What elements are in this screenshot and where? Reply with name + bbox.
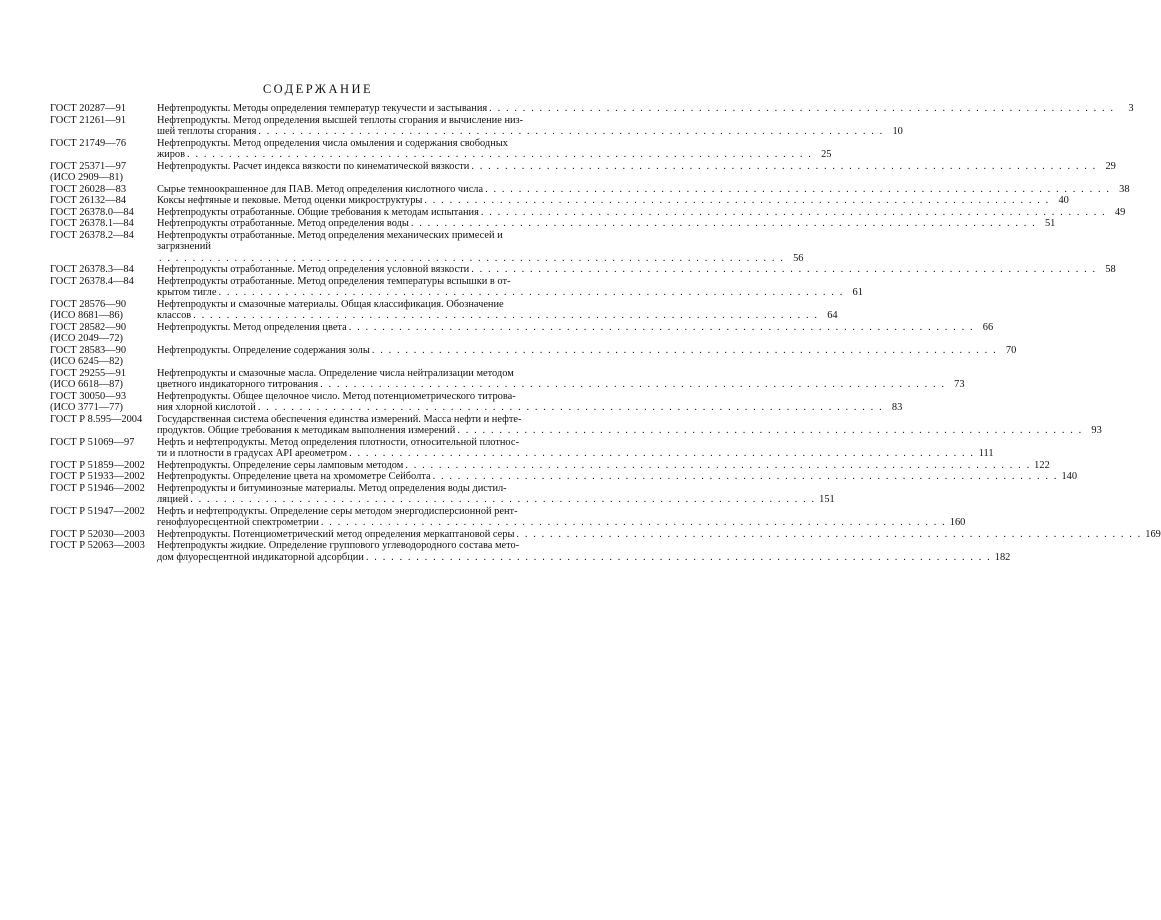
- dot-leader: . . . . . . . . . . . . . . . . . . . . . . . . . . . . . . . . . . . . . . . . . . . . . . . . . . . . . . . . . . . . . . . . . . . . . . . . . . .: [193, 310, 819, 321]
- standard-code-line: (ИСО 6618—87): [50, 379, 124, 390]
- standard-code: [50, 264, 157, 276]
- standard-code: [50, 138, 157, 161]
- page-number: 61: [852, 287, 863, 298]
- entry-title-last-line: [157, 494, 835, 506]
- toc-entry: [50, 206, 1126, 219]
- standard-code-line: ГОСТ 28582—90: [50, 321, 127, 333]
- dot-leader: . . . . . . . . . . . . . . . . . . . . . . . . . . . . . . . . . . . . . . . . . . . . . . . . . . . . . . . . . . . . . . . . . . . . . . . . . . .: [348, 321, 975, 333]
- entry-title-text: Нефтепродукты отработанные. Метод определения воды: [157, 218, 409, 229]
- page-number: 111: [978, 448, 994, 459]
- dot-leader: . . . . . . . . . . . . . . . . . . . . . . . . . . . . . . . . . . . . . . . . . . . . . . . . . . . . . . . . . . . . . . . . . . . . . . . . . . .: [471, 160, 1097, 172]
- standard-code-line: ГОСТ 26378.1—84: [50, 218, 134, 229]
- entry-title: [157, 207, 1125, 219]
- toc-entry: [50, 471, 1078, 483]
- entry-title-text: классов: [157, 310, 192, 321]
- dot-leader: . . . . . . . . . . . . . . . . . . . . . . . . . . . . . . . . . . . . . . . . . . . . . . . . . . . . . . . . . . . . . . . . . . . . . . . . . . .: [485, 183, 1111, 195]
- dot-leader: . . . . . . . . . . . . . . . . . . . . . . . . . . . . . . . . . . . . . . . . . . . . . . . . . . . . . . . . . . . . . . . . . . . . . . . . . . .: [405, 459, 1031, 471]
- dot-leader: . . . . . . . . . . . . . . . . . . . . . . . . . . . . . . . . . . . . . . . . . . . . . . . . . . . . . . . . . . . . . . . . . . . . . . . . . . .: [320, 379, 946, 390]
- standard-code: [50, 414, 157, 437]
- toc-entry: [50, 390, 903, 414]
- standard-code-line: ГОСТ 21261—91: [50, 114, 127, 126]
- entry-title: [157, 471, 1077, 483]
- entry-title: [157, 138, 832, 161]
- entry-title-last-line: [157, 552, 1010, 564]
- entry-title: [157, 264, 1116, 276]
- toc-entry: [50, 264, 1116, 276]
- page-number: 58: [1105, 264, 1116, 275]
- entry-title: [157, 195, 1069, 207]
- standard-code: [50, 195, 157, 207]
- page-number: 169: [1145, 528, 1161, 540]
- dot-leader: . . . . . . . . . . . . . . . . . . . . . . . . . . . . . . . . . . . . . . . . . . . . . . . . . . . . . . . . . . . . . . . . . . . . . . . . . . .: [159, 252, 785, 264]
- standard-code-line: ГОСТ Р 52063—2003: [50, 540, 145, 551]
- dot-leader: . . . . . . . . . . . . . . . . . . . . . . . . . . . . . . . . . . . . . . . . . . . . . . . . . . . . . . . . . . . . . . . . . . . . . . . . . . .: [349, 448, 975, 459]
- toc-entry: [50, 218, 1056, 230]
- standard-code: [50, 368, 157, 391]
- entry-title-last-line: [157, 218, 1055, 230]
- entry-title-last-line: [157, 529, 1161, 541]
- standard-code-line: ГОСТ Р 8.595—2004: [50, 413, 143, 425]
- entry-title: [157, 529, 1161, 541]
- standard-code-line: (ИСО 2049—72): [50, 333, 124, 344]
- toc-entry: [50, 195, 1069, 207]
- entry-title-line: Нефть и нефтепродукты. Определение серы методом энергодисперсионной рент-: [157, 505, 518, 517]
- standard-code-line: ГОСТ Р 51946—2002: [50, 482, 145, 494]
- entry-title-last-line: [157, 287, 863, 299]
- standard-code-line: ГОСТ 26028—83: [50, 183, 127, 195]
- entry-title-text: Нефтепродукты отработанные. Общие требования к методам испытания: [157, 206, 479, 218]
- entry-title-text: ти и плотности в градусах API ареометром: [157, 448, 348, 459]
- standard-code-line: ГОСТ 26378.0—84: [50, 206, 134, 218]
- toc-entry: [50, 528, 1161, 541]
- entry-title-text: Нефтепродукты. Определение серы ламповым методом: [157, 459, 404, 471]
- standard-code: [50, 299, 157, 322]
- entry-title-last-line: [157, 195, 1069, 207]
- page-number: 160: [949, 517, 966, 528]
- standard-code: [50, 207, 157, 219]
- standard-code-line: ГОСТ Р 51933—2002: [50, 471, 145, 482]
- standard-code-line: ГОСТ 28576—90: [50, 298, 127, 310]
- entry-title-last-line: [157, 460, 1050, 472]
- page-number: 38: [1119, 183, 1130, 195]
- entry-title: [157, 276, 863, 299]
- entry-title-line: Нефтепродукты отработанные. Метод определения механических примесей и: [157, 229, 503, 241]
- entry-title-text: Нефтепродукты. Метод определения цвета: [157, 321, 347, 333]
- entry-title: [157, 345, 1016, 368]
- entry-title-line: Государственная система обеспечения единства измерений. Масса нефти и нефте-: [157, 413, 522, 425]
- entry-title: [157, 322, 993, 345]
- standard-code-line: ГОСТ 20287—91: [50, 103, 127, 114]
- page-number: 64: [827, 310, 838, 321]
- entry-title-line: Нефтепродукты. Метод определения числа омыления и содержания свободных: [157, 137, 508, 149]
- dot-leader: . . . . . . . . . . . . . . . . . . . . . . . . . . . . . . . . . . . . . . . . . . . . . . . . . . . . . . . . . . . . . . . . . . . . . . . . . . .: [258, 126, 884, 137]
- toc-entry: [50, 459, 1050, 472]
- dot-leader: . . . . . . . . . . . . . . . . . . . . . . . . . . . . . . . . . . . . . . . . . . . . . . . . . . . . . . . . . . . . . . . . . . . . . . . . . . .: [371, 344, 998, 356]
- standard-code-line: ГОСТ 26132—84: [50, 195, 127, 206]
- entry-title-last-line: [157, 184, 1130, 196]
- entry-title: [157, 460, 1050, 472]
- entry-title-line: Нефтепродукты жидкие. Определение группового углеводородного состава мето-: [157, 540, 520, 551]
- entry-title-text: ляцией: [157, 494, 189, 505]
- entry-title-last-line: [157, 264, 1116, 276]
- toc-entry: [50, 482, 835, 506]
- entry-title-line: Нефтепродукты. Общее щелочное число. Метод потенциометрического титрова-: [157, 390, 516, 402]
- standard-code-line: ГОСТ Р 51859—2002: [50, 459, 145, 471]
- dot-leader: . . . . . . . . . . . . . . . . . . . . . . . . . . . . . . . . . . . . . . . . . . . . . . . . . . . . . . . . . . . . . . . . . . . . . . . . . . .: [365, 551, 992, 563]
- standard-code-line: ГОСТ 29255—91: [50, 367, 127, 379]
- entry-title-line: Нефть и нефтепродукты. Метод определения плотности, относительной плотнос-: [157, 436, 519, 448]
- entry-title: [157, 506, 965, 529]
- entry-title-line: Нефтепродукты и битуминозные материалы. Метод определения воды дистил-: [157, 482, 507, 494]
- table-of-contents: [50, 103, 1161, 563]
- entry-title: [157, 437, 994, 460]
- standard-code-line: (ИСО 2909—81): [50, 172, 124, 183]
- standard-code-line: (ИСО 6245—82): [50, 356, 124, 367]
- entry-title: [157, 368, 965, 391]
- entry-title: [157, 230, 803, 265]
- entry-title-text: Нефтепродукты. Методы определения температур текучести и застывания: [157, 103, 488, 114]
- standard-code: [50, 345, 157, 368]
- entry-title: [157, 391, 902, 414]
- entry-title-text: Нефтепродукты. Определение цвета на хромометре Сейболта: [157, 471, 431, 482]
- dot-leader: . . . . . . . . . . . . . . . . . . . . . . . . . . . . . . . . . . . . . . . . . . . . . . . . . . . . . . . . . . . . . . . . . . . . . . . . . . .: [516, 528, 1142, 540]
- dot-leader: . . . . . . . . . . . . . . . . . . . . . . . . . . . . . . . . . . . . . . . . . . . . . . . . . . . . . . . . . . . . . . . . . . . . . . . . . . .: [432, 471, 1059, 482]
- page-number: 140: [1061, 471, 1078, 482]
- entry-title-last-line: [157, 207, 1125, 219]
- entry-title-line: Нефтепродукты отработанные. Метод определения температуры вспышки в от-: [157, 275, 511, 287]
- dot-leader: . . . . . . . . . . . . . . . . . . . . . . . . . . . . . . . . . . . . . . . . . . . . . . . . . . . . . . . . . . . . . . . . . . . . . . . . . . .: [480, 206, 1107, 218]
- dot-leader: . . . . . . . . . . . . . . . . . . . . . . . . . . . . . . . . . . . . . . . . . . . . . . . . . . . . . . . . . . . . . . . . . . . . . . . . . . .: [257, 402, 884, 413]
- entry-title-last-line: [157, 448, 994, 460]
- toc-entry: [50, 321, 994, 345]
- standard-code-line: ГОСТ 26378.2—84: [50, 229, 134, 241]
- entry-title-last-line: [157, 322, 993, 334]
- standard-code-line: ГОСТ 21749—76: [50, 137, 127, 149]
- entry-title-text: Коксы нефтяные и пековые. Метод оценки микроструктуры: [157, 195, 423, 206]
- standard-code: [50, 230, 157, 265]
- standard-code-line: ГОСТ Р 51069—97: [50, 436, 135, 448]
- toc-entry: [50, 298, 838, 322]
- page-number: 29: [1105, 160, 1116, 172]
- entry-title-last-line: [157, 425, 1102, 437]
- standard-code-line: ГОСТ Р 52030—2003: [50, 528, 145, 540]
- entry-title: [157, 540, 1010, 563]
- page-number: 122: [1034, 459, 1050, 471]
- toc-entry: [50, 413, 1102, 437]
- page-number: 182: [994, 551, 1011, 563]
- standard-code: [50, 276, 157, 299]
- page-number: 73: [954, 379, 965, 390]
- dot-leader: . . . . . . . . . . . . . . . . . . . . . . . . . . . . . . . . . . . . . . . . . . . . . . . . . . . . . . . . . . . . . . . . . . . . . . . . . . .: [320, 517, 947, 528]
- standard-code-line: ГОСТ 28583—90: [50, 344, 127, 356]
- entry-title-line: Нефтепродукты. Метод определения высшей теплоты сгорания и вычисление низ-: [157, 114, 524, 126]
- page-number: 93: [1091, 425, 1102, 436]
- entry-title-text: Нефтепродукты. Определение содержания золы: [157, 344, 370, 356]
- toc-entry: [50, 275, 863, 299]
- standard-code: [50, 322, 157, 345]
- standard-code: [50, 540, 157, 563]
- dot-leader: . . . . . . . . . . . . . . . . . . . . . . . . . . . . . . . . . . . . . . . . . . . . . . . . . . . . . . . . . . . . . . . . . . . . . . . . . . .: [489, 103, 1115, 114]
- entry-title-text: крытом тигле: [157, 287, 217, 298]
- entry-title-last-line: [157, 310, 838, 322]
- standard-code-line: ГОСТ 26378.3—84: [50, 264, 134, 275]
- entry-title-text: Нефтепродукты отработанные. Метод определения условной вязкости: [157, 264, 470, 275]
- page-number: 56: [793, 252, 804, 264]
- page-number: 25: [821, 149, 832, 160]
- standard-code-line: ГОСТ 26378.4—84: [50, 275, 134, 287]
- standard-code-line: ГОСТ 25371—97: [50, 160, 127, 172]
- standard-code: [50, 529, 157, 541]
- entry-title-last-line: [157, 345, 1016, 357]
- dot-leader: . . . . . . . . . . . . . . . . . . . . . . . . . . . . . . . . . . . . . . . . . . . . . . . . . . . . . . . . . . . . . . . . . . . . . . . . . . .: [410, 218, 1037, 229]
- dot-leader: . . . . . . . . . . . . . . . . . . . . . . . . . . . . . . . . . . . . . . . . . . . . . . . . . . . . . . . . . . . . . . . . . . . . . . . . . . .: [187, 149, 813, 160]
- entry-title-last-line: [157, 126, 903, 138]
- entry-title: [157, 483, 835, 506]
- standard-code: [50, 218, 157, 230]
- standard-code-line: ГОСТ 30050—93: [50, 390, 127, 402]
- entry-title: [157, 161, 1116, 184]
- toc-entry: [50, 505, 966, 529]
- entry-title-last-line: [157, 149, 832, 161]
- entry-title-last-line: [157, 402, 902, 414]
- entry-title-text: генофлуоресцентной спектрометрии: [157, 517, 319, 528]
- entry-title-text: цветного индикаторного титрования: [157, 379, 319, 390]
- standard-code-line: ГОСТ Р 51947—2002: [50, 505, 145, 517]
- standard-code: [50, 115, 157, 138]
- standard-code: [50, 460, 157, 472]
- dot-leader: . . . . . . . . . . . . . . . . . . . . . . . . . . . . . . . . . . . . . . . . . . . . . . . . . . . . . . . . . . . . . . . . . . . . . . . . . . .: [218, 287, 844, 298]
- standard-code-line: (ИСО 3771—77): [50, 402, 124, 413]
- toc-entry: [50, 367, 965, 391]
- toc-entry: [50, 103, 1134, 115]
- entry-title-line: загрязнений: [157, 241, 211, 252]
- dot-leader: . . . . . . . . . . . . . . . . . . . . . . . . . . . . . . . . . . . . . . . . . . . . . . . . . . . . . . . . . . . . . . . . . . . . . . . . . . .: [424, 195, 1050, 206]
- entry-title: [157, 299, 838, 322]
- standard-code: [50, 391, 157, 414]
- toc-entry: [50, 137, 832, 161]
- page-number: 66: [982, 321, 994, 333]
- page-number: 49: [1114, 206, 1126, 218]
- entry-title: [157, 414, 1102, 437]
- entry-title-line: Нефтепродукты и смазочные материалы. Общая классификация. Обозначение: [157, 298, 504, 310]
- entry-title: [157, 115, 903, 138]
- dot-leader: . . . . . . . . . . . . . . . . . . . . . . . . . . . . . . . . . . . . . . . . . . . . . . . . . . . . . . . . . . . . . . . . . . . . . . . . . . .: [190, 494, 816, 505]
- standard-code: [50, 483, 157, 506]
- page-number: 3: [1128, 103, 1134, 114]
- standard-code: [50, 103, 157, 115]
- entry-title-last-line: [157, 103, 1134, 115]
- entry-title-text: жиров: [157, 149, 186, 160]
- entry-title-text: Сырье темноокрашенное для ПАВ. Метод определения кислотного числа: [157, 183, 484, 195]
- page-number: 10: [892, 126, 903, 137]
- standard-code: [50, 471, 157, 483]
- toc-entry: [50, 229, 804, 265]
- standard-code: [50, 184, 157, 196]
- toc-entry: [50, 183, 1130, 196]
- dot-leader: . . . . . . . . . . . . . . . . . . . . . . . . . . . . . . . . . . . . . . . . . . . . . . . . . . . . . . . . . . . . . . . . . . . . . . . . . . .: [471, 264, 1097, 275]
- toc-entry: [50, 540, 1011, 563]
- entry-title-last-line: [157, 471, 1077, 483]
- standard-code-line: (ИСО 8681—86): [50, 310, 124, 321]
- entry-title: [157, 184, 1130, 196]
- page-number: 40: [1058, 195, 1069, 206]
- entry-title-text: Нефтепродукты. Расчет индекса вязкости по кинематической вязкости: [157, 160, 470, 172]
- entry-title-line: Нефтепродукты и смазочные масла. Определение числа нейтрализации методом: [157, 367, 514, 379]
- entry-title-last-line: [157, 161, 1116, 173]
- page-number: 83: [891, 402, 903, 413]
- standard-code: [50, 161, 157, 184]
- entry-title-last-line: [157, 379, 965, 391]
- toc-entry: [50, 114, 903, 138]
- entry-title-text: дом флуоресцентной индикаторной адсорбции: [157, 551, 364, 563]
- entry-title-text: ния хлорной кислотой: [157, 402, 256, 413]
- entry-title: [157, 218, 1055, 230]
- standard-code: [50, 506, 157, 529]
- entry-title-text: шей теплоты сгорания: [157, 126, 257, 137]
- page-number: 151: [819, 494, 835, 505]
- standard-code: [50, 437, 157, 460]
- toc-entry: [50, 344, 1017, 368]
- entry-title-text: продуктов. Общие требования к методикам выполнения измерений: [157, 425, 456, 436]
- entry-title-last-line: [157, 253, 803, 265]
- page-title: СОДЕРЖАНИЕ: [262, 82, 374, 96]
- entry-title: [157, 103, 1134, 115]
- page-number: 70: [1005, 344, 1017, 356]
- dot-leader: . . . . . . . . . . . . . . . . . . . . . . . . . . . . . . . . . . . . . . . . . . . . . . . . . . . . . . . . . . . . . . . . . . . . . . . . . . .: [457, 425, 1083, 436]
- entry-title-text: Нефтепродукты. Потенциометрический метод определения меркаптановой серы: [157, 528, 515, 540]
- entry-title-last-line: [157, 517, 965, 529]
- toc-entry: [50, 160, 1116, 184]
- toc-entry: [50, 436, 994, 460]
- page-number: 51: [1044, 218, 1056, 229]
